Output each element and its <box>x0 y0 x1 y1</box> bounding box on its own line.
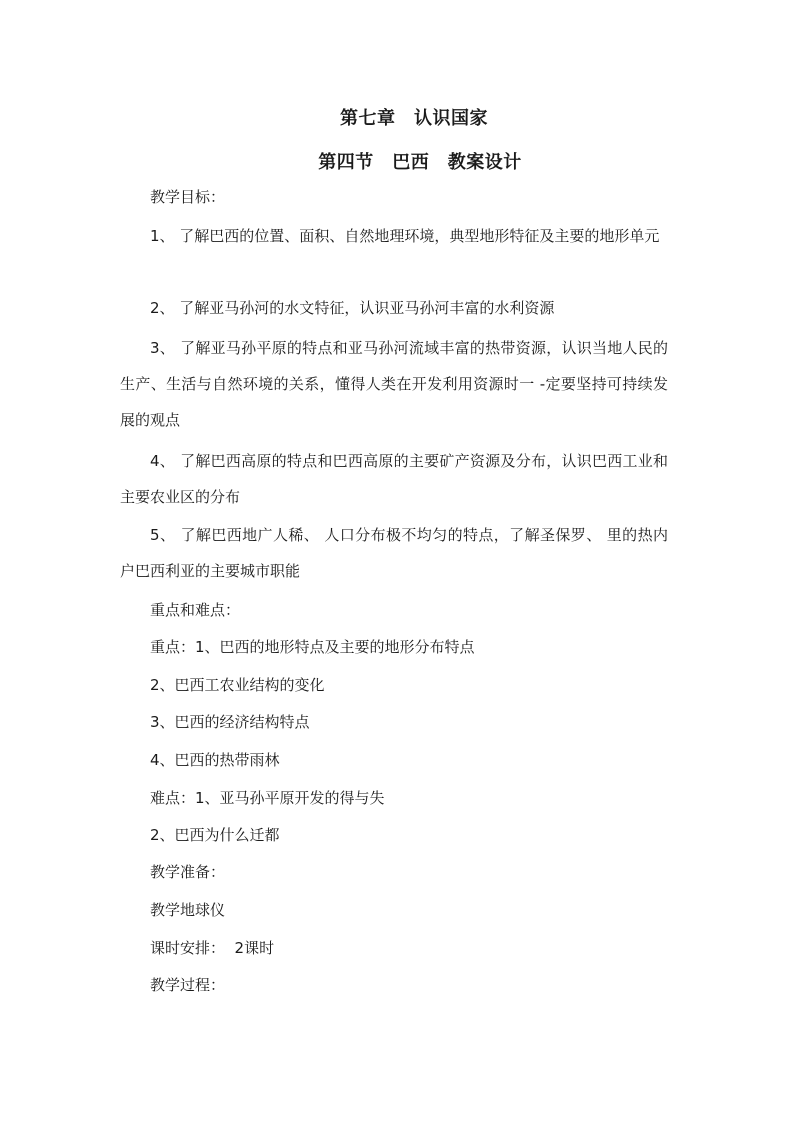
objective-item-5: 5、 了解巴西地广人稀、 人口分布极不均匀的特点，了解圣保罗、 里的热内户巴西利亚的主要城市职能 <box>120 526 668 580</box>
preparation-heading: 教学准备： <box>150 863 226 881</box>
objective-item-4: 4、 了解巴西高原的特点和巴西高原的主要矿产资源及分布，认识巴西工业和主要农业区的分布 <box>120 452 668 506</box>
schedule-text: 课时安排： 2课时 <box>150 939 275 957</box>
objective-item-2: 2、 了解亚马孙河的水文特征，认识亚马孙河丰富的水利资源 <box>150 299 555 317</box>
key-point-2: 2、巴西工农业结构的变化 <box>150 676 325 694</box>
process-heading: 教学过程： <box>150 976 226 994</box>
key-point-3: 3、巴西的经济结构特点 <box>150 713 310 731</box>
key-points-heading: 重点和难点： <box>150 601 241 619</box>
objective-item-1: 1、 了解巴西的位置、面积、自然地理环境，典型地形特征及主要的地形单元 <box>150 227 660 245</box>
section-title: 第四节 巴西 教案设计 <box>318 152 522 173</box>
chapter-title: 第七章 认识国家 <box>340 108 488 129</box>
key-point-1: 重点：1、巴西的地形特点及主要的地形分布特点 <box>150 638 475 656</box>
difficult-point-2: 2、巴西为什么迁都 <box>150 826 280 844</box>
objectives-heading: 教学目标： <box>150 188 226 206</box>
preparation-text: 教学地球仪 <box>150 901 226 919</box>
key-point-4: 4、巴西的热带雨林 <box>150 751 280 769</box>
difficult-point-1: 难点：1、亚马孙平原开发的得与失 <box>150 789 385 807</box>
objective-item-3: 3、 了解亚马孙平原的特点和亚马孙河流域丰富的热带资源，认识当地人民的生产、生活与自然环境的关系，懂得人类在开发利用资源时一 -定要坚持可持续发展的观点 <box>120 339 668 429</box>
